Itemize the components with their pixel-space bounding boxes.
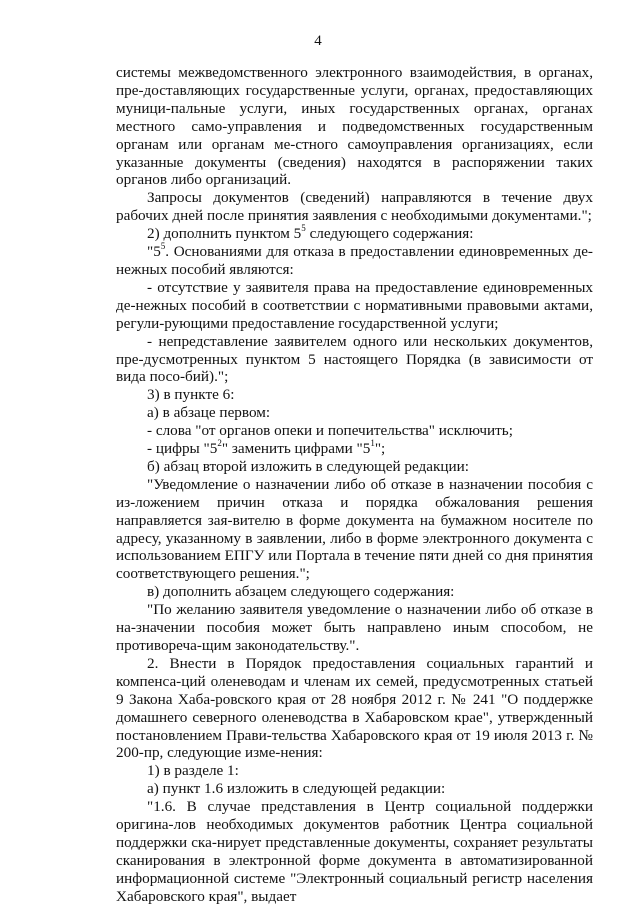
text-run: . Основаниями для отказа в предоставлении единовременных де-нежных пособий являются: xyxy=(116,243,593,278)
paragraph-17: а) пункт 1.6 изложить в следующей редакции: xyxy=(147,780,446,798)
superscript: 1 xyxy=(370,437,375,448)
paragraph-3 xyxy=(116,225,593,243)
text-run: "; xyxy=(374,440,386,458)
text-run: "5 xyxy=(147,243,161,261)
paragraph-2: Запросы документов (сведений) направляются в течение двух рабочих дней после принятия заявления с необходимыми документами."; xyxy=(116,189,593,225)
paragraph-14: "По желанию заявителя уведомление о назначении либо об отказе в на-значении пособия может быть направлено иным способом, не противореча-щим законодательству.". xyxy=(116,601,593,654)
page-number: 4 xyxy=(314,33,322,49)
paragraph-9: - слова "от органов опеки и попечительства" исключить; xyxy=(147,422,513,440)
paragraph-12: "Уведомление о назначении либо об отказе в назначении пособия с из-ложением причин отказа и порядка обжалования решения направляется зая-вителю в форме документа на бумажном носителе по адресу, указанному в заявлении, либо в форме электронного документа с использованием ЕПГУ или Портала в течение пяти дней со дня принятия соответствующего решения."; xyxy=(116,475,593,583)
paragraph-10 xyxy=(116,437,593,458)
text-run: следующего содержания: xyxy=(305,225,474,243)
text-run: 2) дополнить пунктом 5 xyxy=(147,225,302,243)
text-run: - цифры "5 xyxy=(147,440,218,458)
paragraph-8: а) в абзаце первом: xyxy=(147,404,271,422)
paragraph-13: в) дополнить абзацем следующего содержания: xyxy=(147,583,455,601)
paragraph-4 xyxy=(116,243,593,279)
paragraph-7: 3) в пункте 6: xyxy=(147,386,235,404)
paragraph-18: "1.6. В случае представления в Центр социальной поддержки оригина-лов необходимых документов работник Центра социальной поддержки ска-нирует представленные документы, сохраняет результаты сканирования в электронной форме документа в автоматизированной информационной системе "Электронный социальный регистр населения Хабаровского края", выдает xyxy=(116,798,593,905)
paragraph-15: 2. Внести в Порядок предоставления социальных гарантий и компенса-ций оленеводам и членам их семей, предусмотренных статьей 9 Закона Хаба-ровского края от 28 ноября 2012 г. № 241 "О поддержке домашнего северного оленеводства в Хабаровском крае", утвержденный постановлением Прави-тельства Хабаровского края от 19 июля 2013 г. № 200-пр, следующие изме-нения: xyxy=(116,654,593,762)
paragraph-1: системы межведомственного электронного взаимодействия, в органах, пре-доставляющих государственные услуги, органах, предоставляющих муници-пальные услуги, иных государственных органах, органах местного само-управления и подведомственных государственным органам или органам ме-стного самоуправления организациях, если указанные документы (сведения) находятся в распоряжении таких органов либо организаций. xyxy=(116,64,593,189)
paragraph-11: б) абзац второй изложить в следующей редакции: xyxy=(147,457,469,475)
superscript: 5 xyxy=(301,223,306,234)
text-run: " заменить цифрами "5 xyxy=(221,440,371,458)
paragraph-6: - непредставление заявителем одного или нескольких документов, пре-дусмотренных пунктом 5 настоящего Порядка (в зависимости от вида посо-бий)."; xyxy=(116,332,593,386)
superscript: 5 xyxy=(160,241,166,251)
superscript: 2 xyxy=(217,437,222,448)
document-body xyxy=(116,64,593,906)
paragraph-5: - отсутствие у заявителя права на предоставление единовременных де-нежных пособий в соответствии с нормативными правовыми актами, регули-рующими предоставление государственной услуги; xyxy=(116,278,593,332)
paragraph-16: 1) в разделе 1: xyxy=(147,762,239,780)
